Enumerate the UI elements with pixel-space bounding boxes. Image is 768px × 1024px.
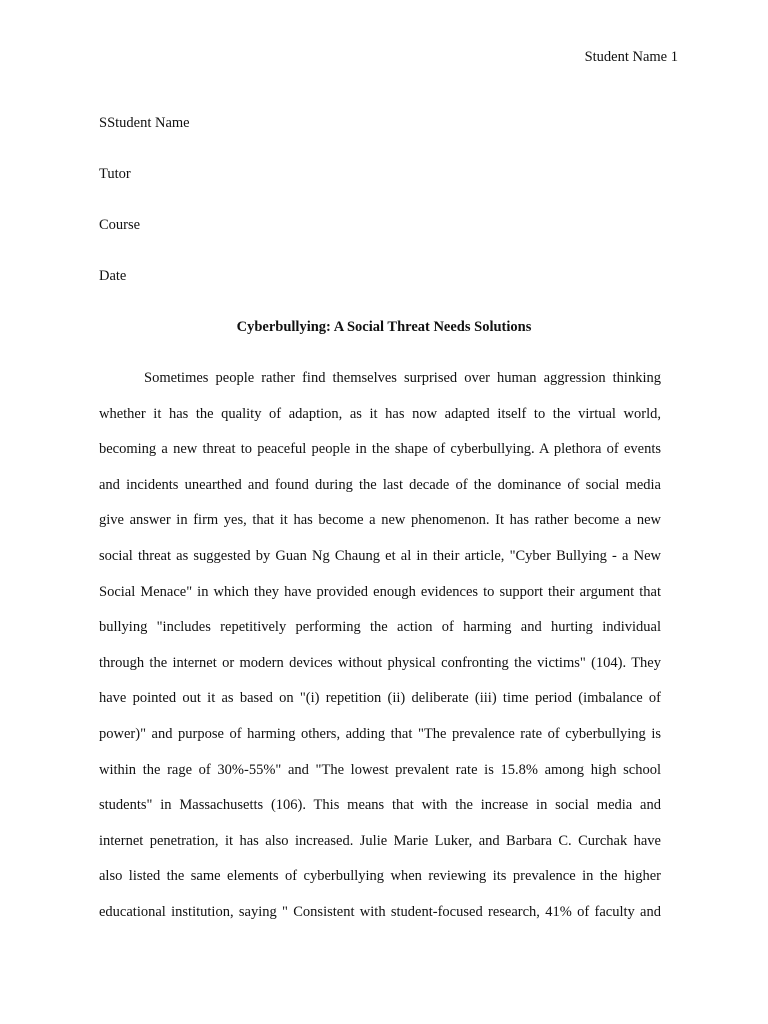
body-line: bullying "includes repetitively performing the action of harming and hurting individual	[99, 619, 661, 636]
body-line: power)" and purpose of harming others, adding that "The prevalence rate of cyberbullying is	[99, 725, 661, 742]
body-line: Sometimes people rather find themselves surprised over human aggression thinking	[144, 370, 661, 386]
body-line: and incidents unearthed and found during the last decade of the dominance of social media	[99, 476, 661, 493]
body-line: Social Menace" in which they have provided enough evidences to support their argument that	[99, 583, 661, 600]
heading-date: Date	[99, 268, 127, 284]
body-line: social threat as suggested by Guan Ng Chaung et al in their article, "Cyber Bullying - a New	[99, 547, 661, 564]
body-line: within the rage of 30%-55%" and "The lowest prevalent rate is 15.8% among high school	[99, 761, 661, 778]
heading-student-name: SStudent Name	[99, 115, 190, 131]
heading-tutor: Tutor	[99, 166, 131, 182]
body-line: becoming a new threat to peaceful people in the shape of cyberbullying. A plethora of events	[99, 441, 661, 458]
body-line: also listed the same elements of cyberbullying when reviewing its prevalence in the higher	[99, 868, 661, 885]
body-line: whether it has the quality of adaption, as it has now adapted itself to the virtual world,	[99, 405, 661, 422]
heading-course: Course	[99, 217, 141, 233]
essay-title: Cyberbullying: A Social Threat Needs Solutions	[236, 319, 532, 335]
body-line: through the internet or modern devices without physical confronting the victims" (104). They	[99, 654, 661, 671]
essay-body-paragraph	[99, 369, 661, 939]
running-head: Student Name 1	[584, 49, 678, 65]
body-line: have pointed out it as based on "(i) repetition (ii) deliberate (iii) time period (imbalance of	[99, 690, 661, 707]
body-line: give answer in firm yes, that it has become a new phenomenon. It has rather become a new	[99, 512, 661, 529]
mla-heading-block	[99, 114, 190, 318]
body-line: students" in Massachusetts (106). This means that with the increase in social media and	[99, 797, 661, 814]
body-line: educational institution, saying " Consistent with student-focused research, 41% of faculty and	[99, 903, 661, 920]
body-line: internet penetration, it has also increased. Julie Marie Luker, and Barbara C. Curchak have	[99, 832, 661, 849]
